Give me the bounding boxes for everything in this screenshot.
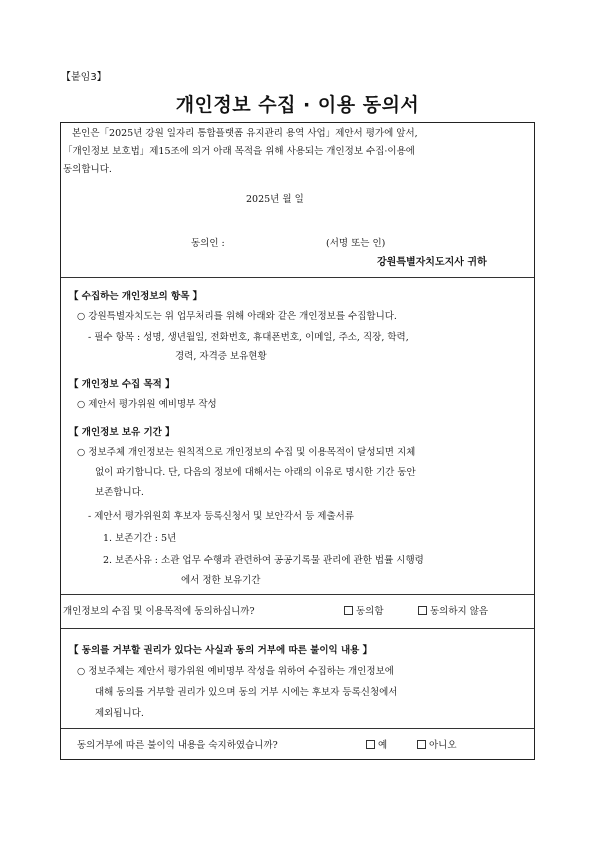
yes-checkbox[interactable] bbox=[366, 740, 375, 749]
divider bbox=[61, 728, 534, 729]
agree-checkbox[interactable] bbox=[344, 606, 353, 615]
consent-question: 개인정보의 수집 및 이용목적에 동의하십니까? bbox=[63, 606, 255, 617]
refusal-line-2: 대해 동의를 거부할 권리가 있으며 동의 거부 시에는 후보자 등록신청에서 bbox=[95, 687, 398, 698]
agree-option[interactable] bbox=[344, 606, 384, 618]
yes-label: 예 bbox=[378, 740, 388, 751]
retention-line-5: 1. 보존기간 : 5년 bbox=[103, 533, 177, 544]
retention-line-3: 보존합니다. bbox=[95, 487, 144, 498]
no-checkbox[interactable] bbox=[417, 740, 426, 749]
retention-line-1: ○ 정보주체 개인정보는 원칙적으로 개인정보의 수집 및 이용목적이 달성되면 지체 bbox=[77, 447, 416, 458]
date-line: 2025년 월 일 bbox=[246, 194, 304, 205]
no-label: 아니오 bbox=[429, 740, 457, 751]
refusal-line-1: ○ 정보주체는 제안서 평가위원 예비명부 작성을 위하여 수집하는 개인정보에 bbox=[77, 666, 394, 677]
disagree-label: 동의하지 않음 bbox=[430, 606, 489, 617]
disagree-option[interactable] bbox=[418, 606, 488, 618]
intro-line-1: 본인은「2025년 강원 일자리 통합플랫폼 유지관리 용역 사업」제안서 평가에 앞서, bbox=[72, 128, 418, 139]
purpose-line-1: ○ 제안서 평가위원 예비명부 작성 bbox=[77, 399, 217, 410]
retention-heading: 【 개인정보 보유 기간 】 bbox=[69, 427, 175, 438]
no-option[interactable] bbox=[417, 740, 457, 752]
refusal-heading: 【 동의를 거부할 권리가 있다는 사실과 동의 거부에 따른 불이익 내용 】 bbox=[69, 645, 373, 656]
items-line-1: ○ 강원특별자치도는 위 업무처리를 위해 아래와 같은 개인정보를 수집합니다. bbox=[77, 311, 397, 322]
divider bbox=[61, 594, 534, 595]
consent-form bbox=[60, 122, 535, 760]
refusal-line-3: 제외됩니다. bbox=[95, 708, 144, 719]
attachment-label: 【붙임3】 bbox=[61, 72, 107, 83]
items-heading: 【 수집하는 개인정보의 항목 】 bbox=[69, 291, 203, 302]
recipient: 강원특별자치도지사 귀하 bbox=[377, 257, 487, 268]
intro-line-2: 「개인정보 보호법」제15조에 의거 아래 목적을 위해 사용되는 개인정보 수집·이용에 bbox=[63, 146, 415, 157]
items-line-2: - 필수 항목 : 성명, 생년월일, 전화번호, 휴대폰번호, 이메일, 주소, 직장, 학력, bbox=[88, 332, 409, 343]
divider bbox=[61, 628, 534, 629]
intro-line-3: 동의합니다. bbox=[63, 164, 112, 175]
retention-line-2: 없이 파기합니다. 단, 다음의 정보에 대해서는 아래의 이유로 명시한 기간 동안 bbox=[95, 467, 416, 478]
signature-hint[interactable]: (서명 또는 인) bbox=[326, 238, 386, 249]
retention-line-6: 2. 보존사유 : 소관 업무 수행과 관련하여 공공기록물 관리에 관한 법률 시행령 bbox=[103, 555, 424, 566]
page-title: 개인정보 수집 · 이용 동의서 bbox=[175, 94, 420, 116]
items-line-3: 경력, 자격증 보유현황 bbox=[175, 351, 267, 362]
signer-label: 동의인 : bbox=[191, 238, 225, 249]
retention-line-7: 에서 정한 보유기간 bbox=[181, 575, 261, 586]
purpose-heading: 【 개인정보 수집 목적 】 bbox=[69, 379, 175, 390]
disagree-checkbox[interactable] bbox=[418, 606, 427, 615]
divider bbox=[61, 277, 534, 278]
ack-question: 동의거부에 따른 불이익 내용을 숙지하였습니까? bbox=[77, 740, 278, 751]
yes-option[interactable] bbox=[366, 740, 387, 752]
retention-line-4: - 제안서 평가위원회 후보자 등록신청서 및 보안각서 등 제출서류 bbox=[88, 511, 354, 522]
agree-label: 동의함 bbox=[356, 606, 384, 617]
